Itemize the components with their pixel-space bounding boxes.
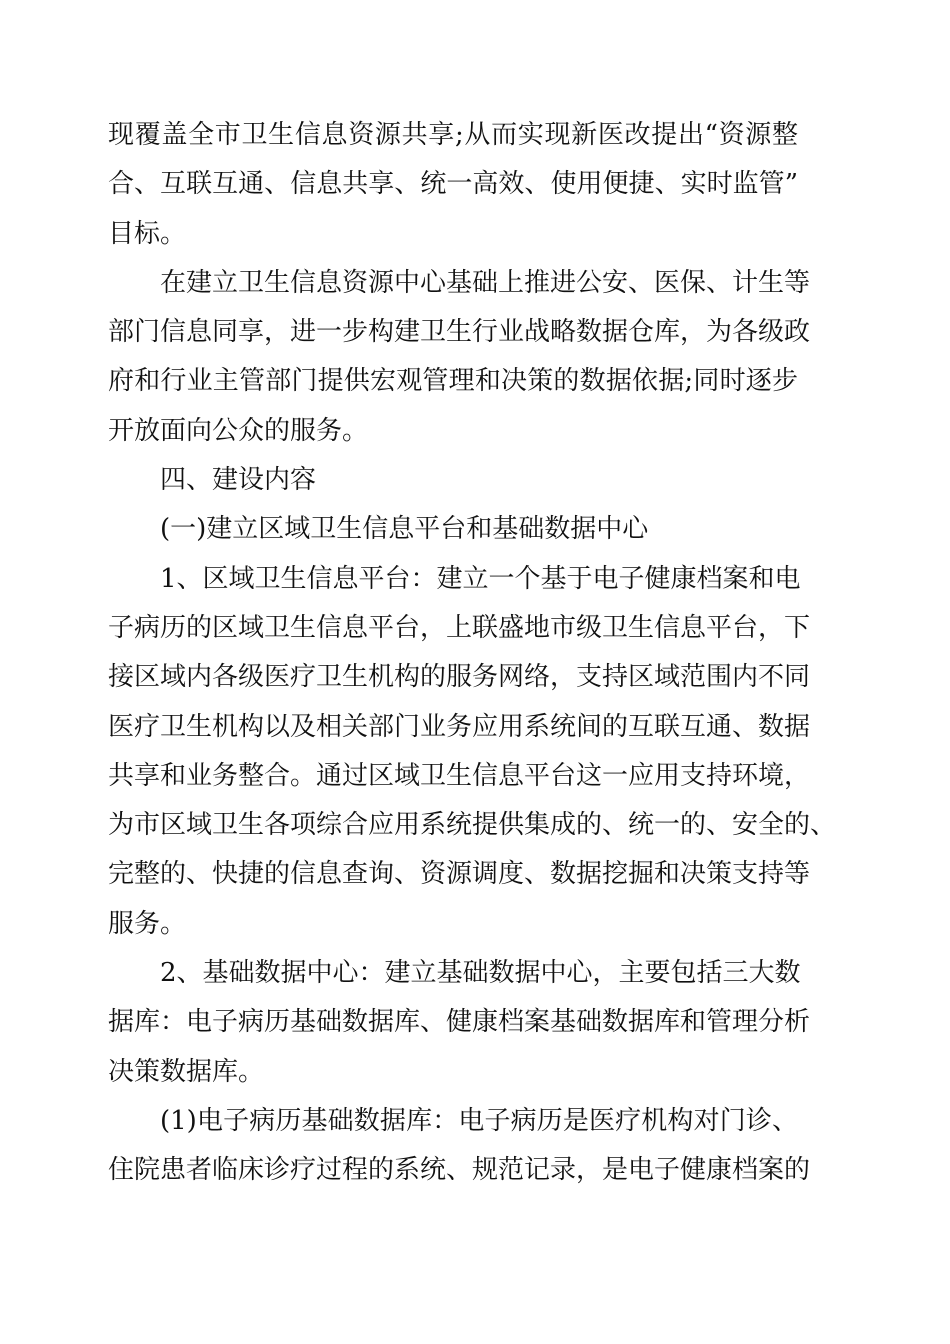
body-text-line: 为市区域卫生各项综合应用系统提供集成的、统一的、安全的、 xyxy=(108,810,837,841)
paragraph-start-line: 1、区域卫生信息平台：建立一个基于电子健康档案和电 xyxy=(160,563,801,594)
body-text-line: 现覆盖全市卫生信息资源共享;从而实现新医改提出“资源整 xyxy=(108,120,798,150)
paragraph-start-line: (1)电子病历基础数据库：电子病历是医疗机构对门诊、 xyxy=(160,1105,798,1136)
body-text-line: 目标。 xyxy=(108,218,187,249)
body-text-line: 决策数据库。 xyxy=(108,1056,265,1087)
document-body xyxy=(108,111,837,1196)
body-text-line: 接区域内各级医疗卫生机构的服务网络，支持区域范围内不同 xyxy=(108,662,811,693)
body-text-line: 开放面向公众的服务。 xyxy=(108,415,369,446)
section-heading: 四、建设内容 xyxy=(160,465,317,496)
body-text-line: 住院患者临床诊疗过程的系统、规范记录，是电子健康档案的 xyxy=(108,1155,811,1186)
body-text-line: 府和行业主管部门提供宏观管理和决策的数据依据;同时逐步 xyxy=(108,366,798,397)
paragraph-start-line: 2、基础数据中心：建立基础数据中心，主要包括三大数 xyxy=(160,958,801,989)
body-text-line: 部门信息同享，进一步构建卫生行业战略数据仓库，为各级政 xyxy=(108,317,811,348)
body-text-line: 完整的、快捷的信息查询、资源调度、数据挖掘和决策支持等 xyxy=(108,859,811,890)
body-text-line: 子病历的区域卫生信息平台，上联盛地市级卫生信息平台，下 xyxy=(108,612,811,643)
body-text-line: 服务。 xyxy=(108,908,187,939)
body-text-line: 共享和业务整合。通过区域卫生信息平台这一应用支持环境， xyxy=(108,760,811,791)
body-text-line: 据库：电子病历基础数据库、健康档案基础数据库和管理分析 xyxy=(108,1007,811,1038)
paragraph-start-line: 在建立卫生信息资源中心基础上推进公安、医保、计生等 xyxy=(160,267,811,298)
body-text-line: 合、互联互通、信息共享、统一高效、使用便捷、实时监管” xyxy=(108,169,798,200)
subsection-heading: (一)建立区域卫生信息平台和基础数据中心 xyxy=(160,514,649,545)
body-text-line: 医疗卫生机构以及相关部门业务应用系统间的互联互通、数据 xyxy=(108,711,811,742)
